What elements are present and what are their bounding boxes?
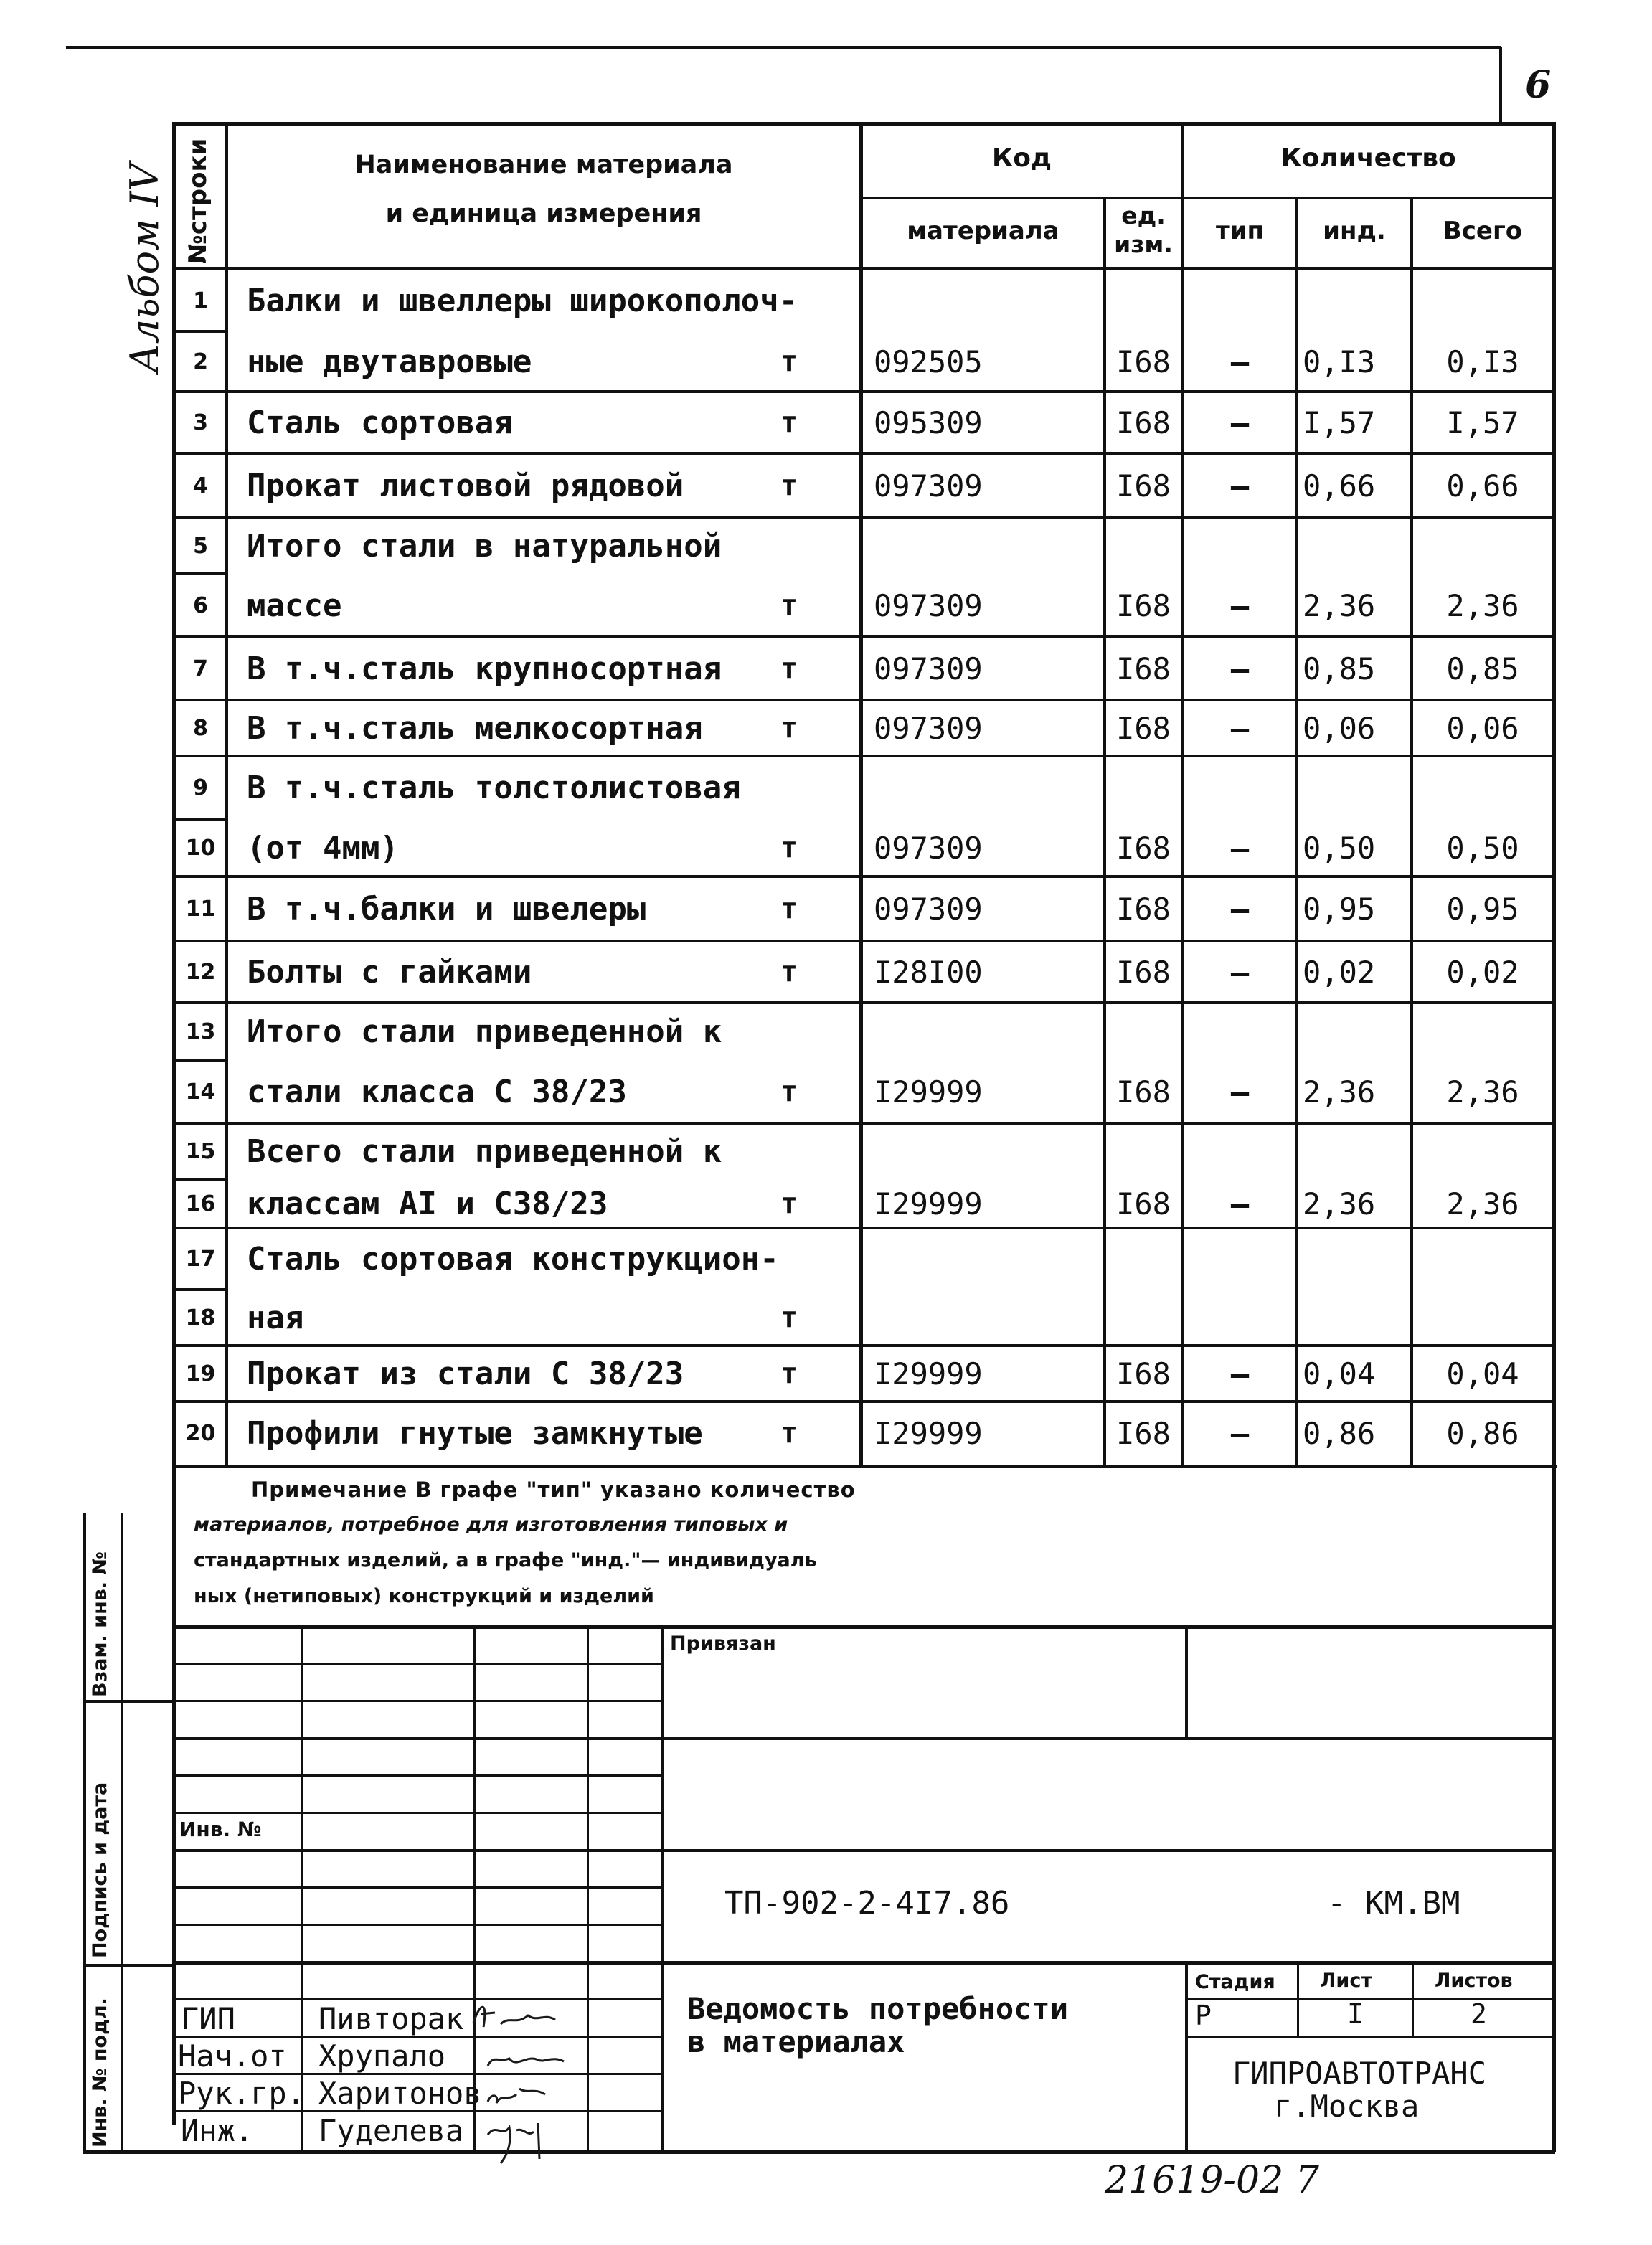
qty-individual bbox=[1298, 518, 1410, 574]
unit-label bbox=[760, 1003, 818, 1060]
unit-code bbox=[1106, 1003, 1181, 1060]
unit-label bbox=[760, 270, 818, 331]
qty-individual: 0,I3 bbox=[1303, 344, 1376, 379]
unit-label: т bbox=[780, 589, 798, 622]
row-number: 6 bbox=[193, 592, 208, 618]
unit-code: I68 bbox=[1116, 710, 1171, 746]
qty-total: 0,50 bbox=[1446, 830, 1519, 866]
unit-label: т bbox=[780, 831, 798, 864]
material-name: В т.ч.сталь толстолистовая bbox=[247, 769, 741, 806]
qty-type: – bbox=[1230, 830, 1250, 866]
qty-individual: 0,06 bbox=[1303, 710, 1376, 746]
row-number: 2 bbox=[193, 349, 208, 374]
row-number: 16 bbox=[185, 1191, 216, 1216]
qty-type: – bbox=[1230, 1186, 1250, 1221]
unit-code: I68 bbox=[1116, 344, 1171, 379]
material-name: Прокат из стали С 38/23 bbox=[247, 1355, 684, 1392]
unit-label: т bbox=[780, 892, 798, 925]
qty-total: 2,36 bbox=[1446, 1186, 1519, 1221]
header-code-material: материала bbox=[907, 217, 1059, 245]
material-name: В т.ч.сталь мелкосортная bbox=[247, 709, 703, 747]
side-strip-div2 bbox=[83, 1964, 175, 1967]
material-code bbox=[869, 756, 1103, 819]
qty-total bbox=[1413, 1003, 1552, 1060]
stamp-hline-6 bbox=[172, 1812, 663, 1814]
unit-code: I68 bbox=[1116, 1186, 1171, 1221]
qty-type bbox=[1184, 518, 1295, 574]
stamp-vline-h bbox=[1412, 1964, 1414, 2037]
qty-total: 0,85 bbox=[1446, 651, 1519, 686]
material-code: 097309 bbox=[874, 710, 983, 746]
header-quantity: Количество bbox=[1280, 143, 1456, 173]
unit-label: т bbox=[780, 712, 798, 745]
header-unit-line2: изм. bbox=[1114, 230, 1173, 258]
material-code: 097309 bbox=[874, 891, 983, 927]
qty-total bbox=[1413, 1290, 1552, 1346]
stamp-hline-3 bbox=[172, 1700, 663, 1702]
unit-code bbox=[1106, 518, 1181, 574]
note-line3: стандартных изделий, а в графе "инд."— индивидуаль bbox=[194, 1549, 817, 1572]
doc-mark: - КМ.ВМ bbox=[1327, 1885, 1460, 1922]
material-code: 095309 bbox=[874, 405, 983, 440]
unit-label: т bbox=[780, 406, 798, 439]
unit-label: т bbox=[780, 652, 798, 685]
row-number: 8 bbox=[193, 715, 208, 741]
row-number: 1 bbox=[193, 288, 208, 313]
qty-total: 0,02 bbox=[1446, 954, 1519, 990]
unit-code: I68 bbox=[1116, 1356, 1171, 1391]
row-number: 17 bbox=[185, 1246, 216, 1272]
side-strip-left bbox=[83, 1513, 86, 2152]
qty-type: – bbox=[1230, 1074, 1250, 1110]
material-code: 097309 bbox=[874, 651, 983, 686]
unit-label: т bbox=[780, 345, 798, 378]
unit-label: т bbox=[780, 1301, 798, 1334]
material-code bbox=[869, 1290, 1103, 1346]
qty-type: – bbox=[1230, 468, 1250, 504]
stamp-hline-10 bbox=[172, 1961, 1554, 1965]
qty-type: – bbox=[1230, 587, 1250, 623]
qty-total: 0,66 bbox=[1446, 468, 1519, 504]
side-label-podpis: Подпись и дата bbox=[89, 1782, 111, 1958]
header-name-line1: Наименование материала bbox=[354, 151, 733, 179]
unit-code: I68 bbox=[1116, 954, 1171, 990]
material-code: I29999 bbox=[874, 1415, 983, 1451]
unit-code: I68 bbox=[1116, 891, 1171, 927]
unit-code: I68 bbox=[1116, 468, 1171, 504]
row-number: 3 bbox=[193, 410, 208, 435]
material-code: 097309 bbox=[874, 830, 983, 866]
unit-label bbox=[760, 1228, 818, 1290]
stamp-hline-2 bbox=[172, 1663, 663, 1665]
side-strip-div1 bbox=[83, 1700, 175, 1703]
right-frame-line bbox=[1552, 122, 1556, 2152]
unit-code: I68 bbox=[1116, 830, 1171, 866]
row-number: 10 bbox=[185, 835, 216, 861]
material-name: В т.ч.сталь крупносортная bbox=[247, 650, 722, 687]
side-strip-mid bbox=[121, 1513, 123, 2152]
qty-type bbox=[1184, 756, 1295, 819]
qty-total: 2,36 bbox=[1446, 1074, 1519, 1110]
note-line4: ных (нетиповых) конструкций и изделий bbox=[194, 1585, 654, 1607]
unit-code bbox=[1106, 1228, 1181, 1290]
unit-code: I68 bbox=[1116, 1074, 1171, 1110]
qty-individual: 0,66 bbox=[1303, 468, 1376, 504]
qty-individual: 0,95 bbox=[1303, 891, 1376, 927]
qty-total bbox=[1413, 756, 1552, 819]
stamp-vline-g bbox=[1297, 1964, 1299, 2037]
unit-label: т bbox=[780, 1417, 798, 1450]
row-number: 15 bbox=[185, 1138, 216, 1164]
signer-role: Инж. bbox=[181, 2113, 254, 2148]
header-qty-type: тип bbox=[1215, 217, 1265, 245]
row-number: 11 bbox=[185, 896, 216, 922]
qty-individual bbox=[1298, 756, 1410, 819]
unit-label bbox=[760, 756, 818, 819]
stamp-vline-f bbox=[1185, 1961, 1188, 2152]
qty-type bbox=[1184, 1003, 1295, 1060]
qty-type bbox=[1184, 1228, 1295, 1290]
qty-type: – bbox=[1230, 344, 1250, 379]
header-row-no: №строки bbox=[184, 138, 212, 264]
unit-code bbox=[1106, 1290, 1181, 1346]
stamp-hline-5 bbox=[172, 1774, 663, 1777]
sheet-label: Лист bbox=[1320, 1970, 1372, 1992]
qty-individual: 0,86 bbox=[1303, 1415, 1376, 1451]
doc-title-line1: Ведомость потребности bbox=[687, 1991, 1069, 2026]
material-code bbox=[869, 1228, 1103, 1290]
unit-code bbox=[1106, 1123, 1181, 1179]
material-name: ная bbox=[247, 1299, 304, 1336]
material-code: I29999 bbox=[874, 1186, 983, 1221]
header-unit-line1: ед. bbox=[1121, 201, 1166, 230]
qty-total: I,57 bbox=[1446, 405, 1519, 440]
unit-code: I68 bbox=[1116, 1415, 1171, 1451]
org-city: г.Москва bbox=[1274, 2089, 1420, 2124]
stamp-hline-4 bbox=[172, 1737, 1554, 1740]
qty-individual: 2,36 bbox=[1303, 587, 1376, 623]
material-name: Сталь сортовая bbox=[247, 404, 513, 441]
signer-role: Нач.от bbox=[178, 2038, 287, 2074]
row-number: 4 bbox=[193, 473, 208, 498]
signer-name: Хрупало bbox=[318, 2038, 446, 2074]
signer-role: Рук.гр. bbox=[178, 2076, 306, 2111]
signer-name: Гуделева bbox=[318, 2113, 464, 2148]
stamp-vline-e bbox=[1185, 1625, 1188, 1737]
page-number-divider bbox=[1499, 47, 1502, 122]
unit-code bbox=[1106, 756, 1181, 819]
sheets-value: 2 bbox=[1471, 1998, 1487, 2030]
material-code: 097309 bbox=[874, 587, 983, 623]
qty-total bbox=[1413, 518, 1552, 574]
row-number: 13 bbox=[185, 1018, 216, 1044]
row-number: 7 bbox=[193, 656, 208, 681]
qty-individual: 2,36 bbox=[1303, 1074, 1376, 1110]
row-number: 20 bbox=[185, 1420, 216, 1446]
table-top-border bbox=[172, 122, 1554, 126]
col-line-name bbox=[859, 122, 863, 1467]
album-label: Альбом IV bbox=[122, 163, 167, 373]
material-name: Балки и швеллеры широкополоч- bbox=[247, 282, 798, 319]
stage-label: Стадия bbox=[1195, 1971, 1275, 1993]
row-number: 14 bbox=[185, 1079, 216, 1105]
qty-individual: 0,04 bbox=[1303, 1356, 1376, 1391]
row-number: 18 bbox=[185, 1305, 216, 1331]
stage-value: Р bbox=[1195, 2000, 1212, 2031]
qty-individual bbox=[1298, 1290, 1410, 1346]
side-label-inv-podl: Инв. № подл. bbox=[89, 1998, 111, 2147]
qty-type: – bbox=[1230, 1356, 1250, 1391]
qty-total bbox=[1413, 1123, 1552, 1179]
qty-type: – bbox=[1230, 954, 1250, 990]
row-number: 5 bbox=[193, 533, 208, 559]
unit-label: т bbox=[780, 1075, 798, 1108]
stamp-stage-hline-b bbox=[1188, 2036, 1554, 2038]
stamp-stage-hline-a bbox=[1188, 1998, 1554, 2000]
material-name: классам АI и С38/23 bbox=[247, 1185, 608, 1222]
header-name-line2: и единица измерения bbox=[385, 199, 702, 228]
material-name: (от 4мм) bbox=[247, 829, 399, 866]
note-line2: материалов, потребное для изготовления типовых и bbox=[194, 1513, 788, 1536]
sheets-label: Листов bbox=[1435, 1970, 1513, 1992]
material-code bbox=[869, 1123, 1103, 1179]
material-code: 097309 bbox=[874, 468, 983, 504]
qty-individual: 0,02 bbox=[1303, 954, 1376, 990]
qty-type: – bbox=[1230, 651, 1250, 686]
sheet-value: I bbox=[1347, 1998, 1364, 2030]
signer-name: Харитонов bbox=[318, 2076, 482, 2111]
table-bottom-border bbox=[172, 1465, 1557, 1468]
signer-role: ГИП bbox=[181, 2001, 235, 2036]
stamp-vline-d bbox=[661, 1625, 664, 2152]
unit-label: т bbox=[780, 1357, 798, 1390]
material-name: В т.ч.балки и швелеры bbox=[247, 890, 646, 927]
privyazan-label: Привязан bbox=[670, 1632, 776, 1655]
stamp-hline-9 bbox=[172, 1924, 663, 1926]
material-name: Прокат листовой рядовой bbox=[247, 467, 684, 504]
material-name: Сталь сортовая конструкцион- bbox=[247, 1240, 779, 1277]
qty-individual: 2,36 bbox=[1303, 1186, 1376, 1221]
material-code: I29999 bbox=[874, 1356, 983, 1391]
qty-individual bbox=[1298, 1123, 1410, 1179]
qty-type: – bbox=[1230, 1415, 1250, 1451]
qty-individual: I,57 bbox=[1303, 405, 1376, 440]
material-name: Всего стали приведенной к bbox=[247, 1133, 722, 1170]
unit-label bbox=[760, 1123, 818, 1179]
material-name: массе bbox=[247, 587, 342, 624]
unit-code: I68 bbox=[1116, 651, 1171, 686]
qty-individual bbox=[1298, 1228, 1410, 1290]
qty-type: – bbox=[1230, 710, 1250, 746]
page-number: 6 bbox=[1525, 63, 1552, 107]
unit-code: I68 bbox=[1116, 405, 1171, 440]
qty-total: 0,I3 bbox=[1446, 344, 1519, 379]
material-code bbox=[869, 270, 1103, 331]
doc-code: ТП-902-2-4I7.86 bbox=[724, 1885, 1010, 1922]
row-number: 9 bbox=[193, 775, 208, 800]
material-code: 092505 bbox=[874, 344, 983, 379]
qty-total: 0,86 bbox=[1446, 1415, 1519, 1451]
qty-total bbox=[1413, 270, 1552, 331]
material-name: ные двутавровые bbox=[247, 343, 532, 380]
row-number: 12 bbox=[185, 959, 216, 985]
signature-marks bbox=[459, 1994, 603, 2166]
row-number: 19 bbox=[185, 1361, 216, 1386]
qty-type: – bbox=[1230, 405, 1250, 440]
top-rule bbox=[66, 46, 1501, 49]
unit-code: I68 bbox=[1116, 587, 1171, 623]
material-code bbox=[869, 518, 1103, 574]
qty-individual bbox=[1298, 1003, 1410, 1060]
qty-type: – bbox=[1230, 891, 1250, 927]
unit-label: т bbox=[780, 469, 798, 502]
qty-total: 0,06 bbox=[1446, 710, 1519, 746]
unit-label: т bbox=[780, 955, 798, 988]
unit-label bbox=[760, 518, 818, 574]
qty-total: 0,04 bbox=[1446, 1356, 1519, 1391]
side-label-vzam: Взам. инв. № bbox=[89, 1551, 111, 1697]
material-name: Итого стали приведенной к bbox=[247, 1013, 722, 1050]
material-name: Профили гнутые замкнутые bbox=[247, 1414, 703, 1452]
header-code: Код bbox=[991, 143, 1052, 173]
unit-label: т bbox=[780, 1187, 798, 1220]
qty-individual: 0,50 bbox=[1303, 830, 1376, 866]
qty-total bbox=[1413, 1228, 1552, 1290]
note-line1: Примечание В графе "тип" указано количество bbox=[251, 1478, 856, 1502]
qty-individual: 0,85 bbox=[1303, 651, 1376, 686]
col-line-rowno bbox=[225, 122, 228, 1467]
qty-type bbox=[1184, 1290, 1295, 1346]
qty-total: 0,95 bbox=[1446, 891, 1519, 927]
unit-code bbox=[1106, 270, 1181, 331]
qty-type bbox=[1184, 1123, 1295, 1179]
side-strip-bottom bbox=[83, 2150, 1555, 2154]
qty-total: 2,36 bbox=[1446, 587, 1519, 623]
header-qty-ind: инд. bbox=[1323, 217, 1386, 245]
header-qty-total: Всего bbox=[1443, 217, 1523, 245]
material-name: Итого стали в натуральной bbox=[247, 527, 722, 564]
doc-title-line2: в материалах bbox=[687, 2024, 905, 2059]
stamp-hline-8 bbox=[172, 1886, 663, 1889]
material-name: Болты с гайками bbox=[247, 953, 532, 991]
qty-type bbox=[1184, 270, 1295, 331]
code-header-divider bbox=[861, 197, 1554, 199]
material-code: I29999 bbox=[874, 1074, 983, 1110]
qty-individual bbox=[1298, 270, 1410, 331]
stamp-hline-7 bbox=[172, 1849, 1554, 1852]
material-name: стали класса С 38/23 bbox=[247, 1073, 627, 1110]
org-name: ГИПРОАВТОТРАНС bbox=[1232, 2056, 1487, 2091]
footer-number: 21619-02 7 bbox=[1105, 2159, 1319, 2202]
material-code bbox=[869, 1003, 1103, 1060]
stamp-vline-a bbox=[301, 1625, 303, 2152]
stamp-hline-1 bbox=[172, 1625, 1554, 1629]
material-code: I28I00 bbox=[874, 954, 983, 990]
inv-no-label: Инв. № bbox=[179, 1818, 262, 1841]
signer-name: Пивторак bbox=[318, 2001, 464, 2036]
